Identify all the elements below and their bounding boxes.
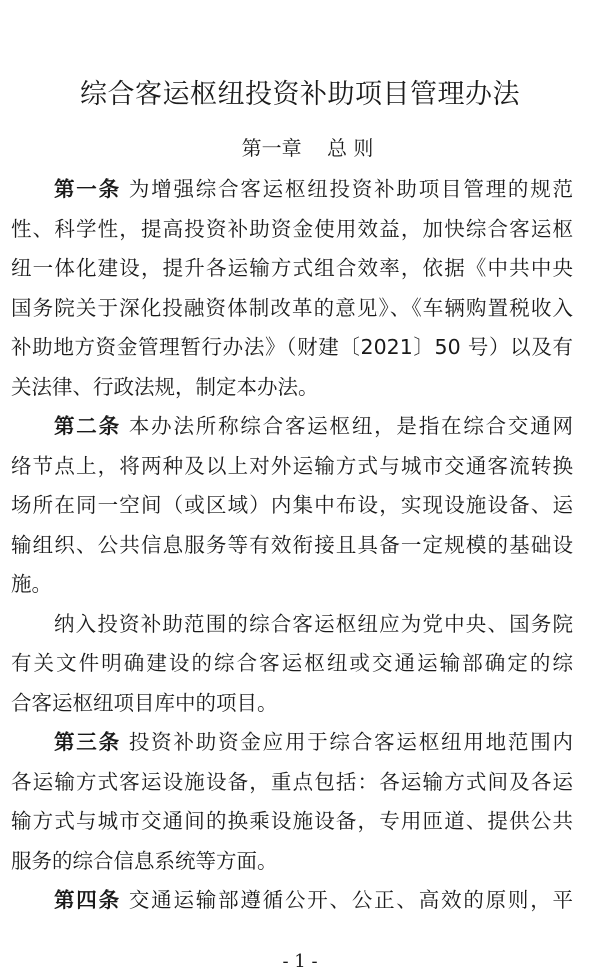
chapter-name: 总 则 — [327, 136, 374, 160]
line-text: 为增强综合客运枢纽投资补助项目管理的规范 — [128, 177, 574, 201]
paragraph-line: 各运输方式客运设施设备，重点包括：各运输方式间及各运 — [11, 769, 573, 794]
document-body — [11, 170, 573, 921]
paragraph-line — [11, 881, 573, 921]
line-text: 投资补助资金应用于综合客运枢纽用地范围内 — [128, 730, 574, 754]
paragraph-line: 合客运枢纽项目库中的项目。 — [11, 690, 278, 715]
paragraph-line: 性、科学性，提高投资补助资金使用效益，加快综合客运枢 — [11, 216, 573, 241]
article-label: 第三条 — [54, 730, 121, 754]
article-label: 第四条 — [54, 888, 121, 912]
line-text: 本办法所称综合客运枢纽，是指在综合交通网 — [128, 414, 574, 438]
article-label: 第一条 — [54, 177, 121, 201]
paragraph-line: 纳入投资补助范围的综合客运枢纽应为党中央、国务院 — [54, 611, 573, 636]
paragraph-line: 补助地方资金管理暂行办法》（财建〔2021〕50 号）以及有 — [11, 335, 573, 359]
paragraph-line: 服务的综合信息系统等方面。 — [11, 848, 278, 873]
paragraph-line: 有关文件明确建设的综合客运枢纽或交通运输部确定的综 — [11, 651, 573, 675]
chapter-number: 第一章 — [241, 136, 302, 160]
paragraph-line: 纽一体化建设，提升各运输方式组合效率，依据《中共中央 — [11, 256, 573, 280]
paragraph-line: 络节点上，将两种及以上对外运输方式与城市交通客流转换 — [11, 453, 573, 478]
paragraph-line: 输方式与城市交通间的换乘设施设备，专用匝道、提供公共 — [11, 809, 573, 833]
paragraph-line — [11, 407, 573, 447]
paragraph-line: 输组织、公共信息服务等有效衔接且具备一定规模的基础设 — [11, 532, 573, 557]
paragraph-line: 国务院关于深化投融资体制改革的意见》、《车辆购置税收入 — [11, 295, 573, 320]
article-label: 第二条 — [54, 414, 121, 438]
page-number: - 1 - — [282, 951, 318, 972]
document-title: 综合客运枢纽投资补助项目管理办法 — [80, 79, 520, 110]
paragraph-line — [11, 723, 573, 763]
paragraph-line: 场所在同一空间（或区域）内集中布设，实现设施设备、运 — [11, 493, 573, 517]
paragraph-line: 关法律、行政法规，制定本办法。 — [11, 374, 319, 399]
chapter-heading — [0, 134, 600, 162]
paragraph-line — [11, 170, 573, 210]
paragraph-line: 施。 — [11, 572, 52, 596]
line-text: 交通运输部遵循公开、公正、高效的原则，平 — [128, 888, 574, 912]
